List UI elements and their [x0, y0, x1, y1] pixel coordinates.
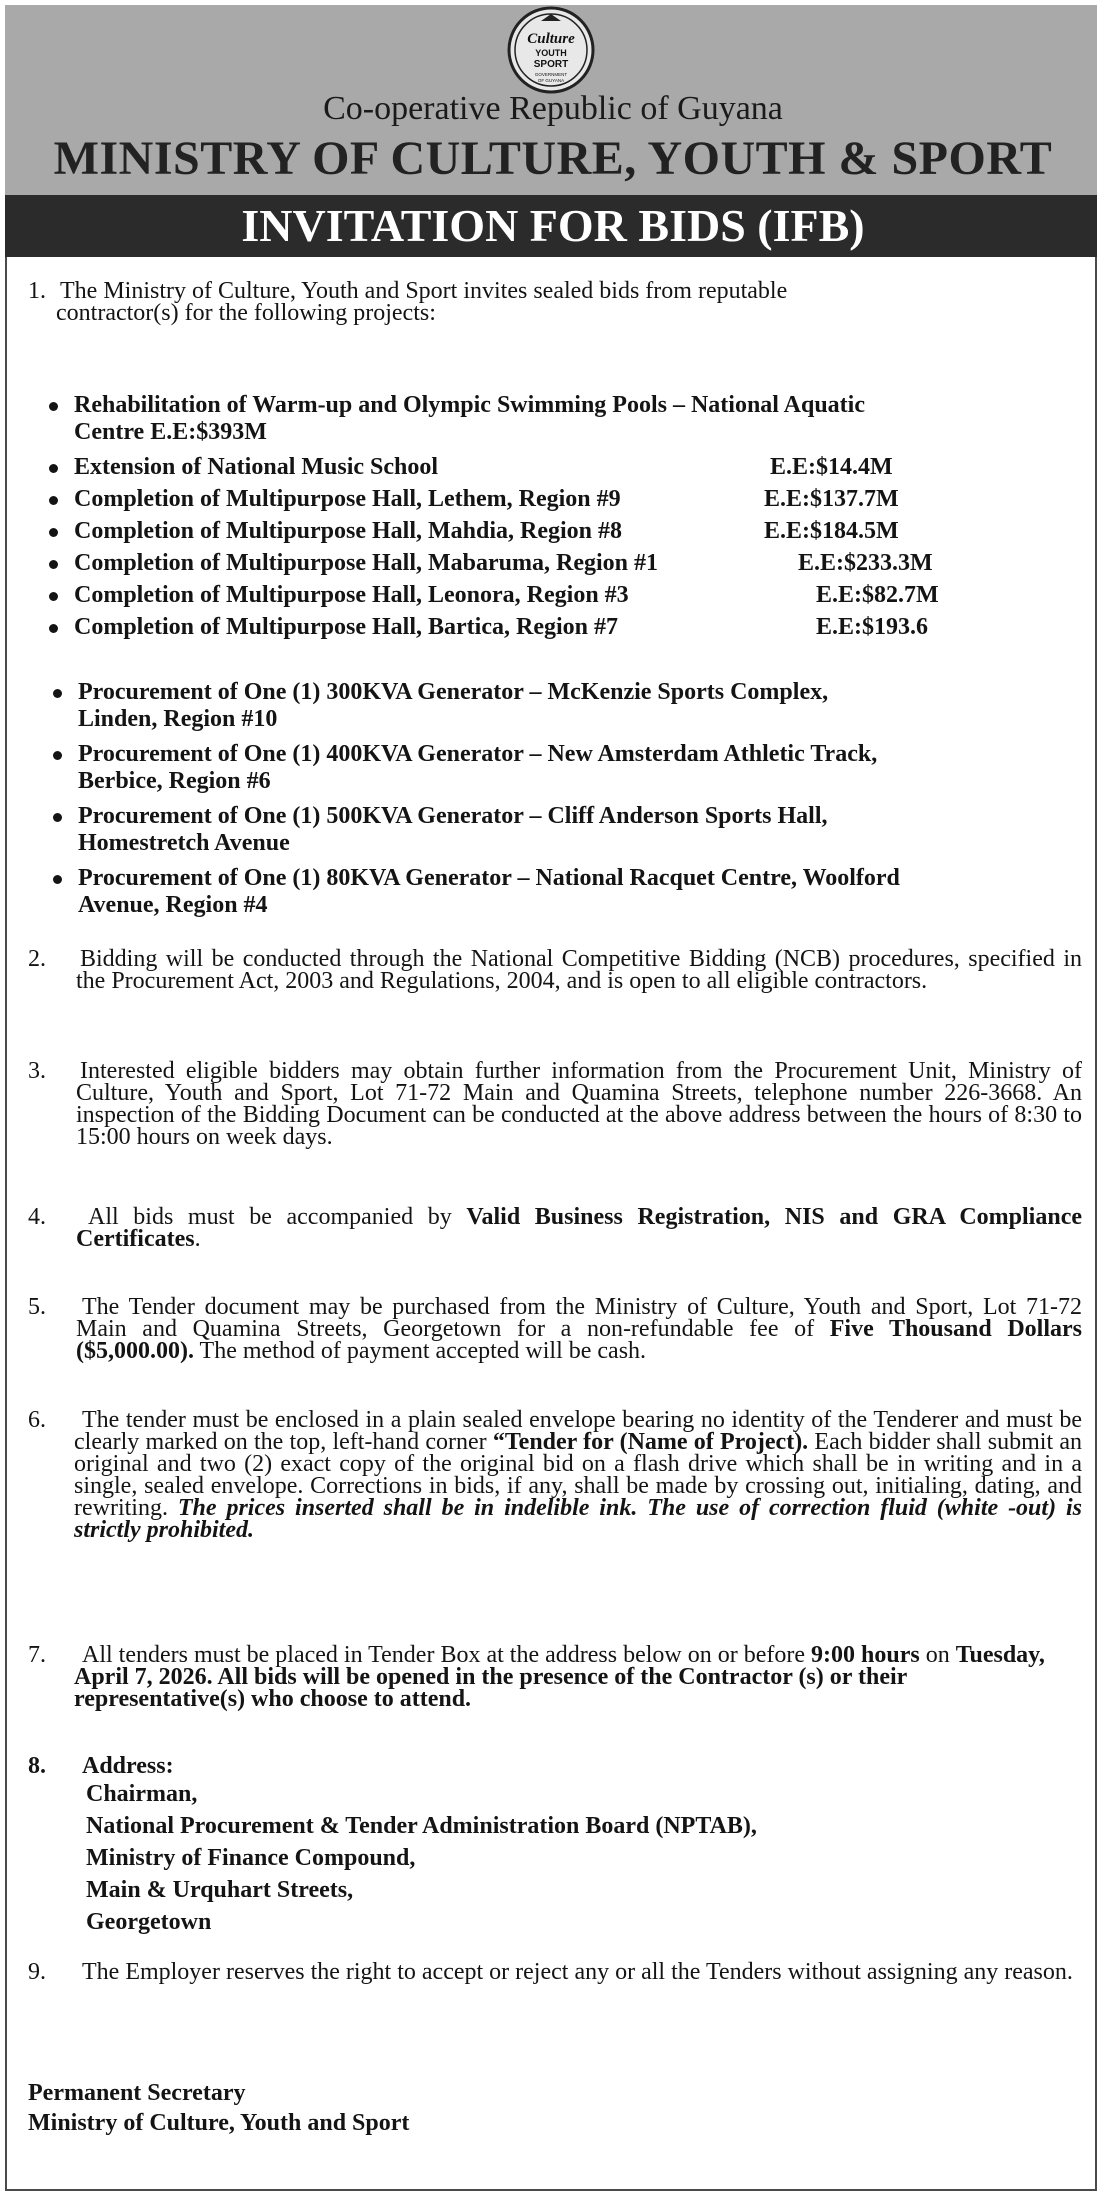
generator-line: Procurement of One (1) 300KVA Generator – McKenzie Sports Complex,: [78, 679, 829, 705]
generator-line: Linden, Region #10: [78, 706, 278, 732]
item-5-text: The Tender document may be purchased from the Ministry of Culture, Youth and Sport, Lot 71-72 Main and Quamina Streets, Georgetown for a non-refundable fee of Five Thousand Dollars ($5,000.00). The method of payment accepted will be cash.: [76, 1294, 1082, 1364]
item-3-number: 3.: [28, 1058, 46, 1084]
item-7-number: 7.: [28, 1642, 46, 1668]
item-4-number: 4.: [28, 1204, 46, 1230]
project-estimate: E.E:$82.7M: [816, 582, 939, 608]
project-estimate: E.E:$233.3M: [798, 550, 933, 576]
project-estimate: E.E:$193.6: [816, 614, 929, 640]
project-line: Centre E.E:$393M: [74, 419, 267, 445]
project-line: Completion of Multipurpose Hall, Mahdia, Region #8: [74, 518, 623, 544]
project-line: Rehabilitation of Warm-up and Olympic Swimming Pools – National Aquatic: [74, 392, 865, 418]
bullet-icon: [53, 875, 62, 884]
project-line: Completion of Multipurpose Hall, Leonora, Region #3: [74, 582, 629, 608]
item-6-number: 6.: [28, 1407, 46, 1433]
bullet-icon: [49, 496, 58, 505]
project-line: Extension of National Music School: [74, 454, 439, 480]
page-title: INVITATION FOR BIDS (IFB): [241, 200, 865, 251]
ministry-logo: [503, 5, 599, 95]
signatory-ministry: Ministry of Culture, Youth and Sport: [28, 2110, 410, 2136]
svg-text:Culture: Culture: [527, 31, 575, 47]
item-7-text: All tenders must be placed in Tender Box at the address below on or before 9:00 hours on Tuesday, April 7, 2026. All bids will be opened in the presence of the Contractor (s) or their representative(s) who choose to attend.: [74, 1642, 1045, 1712]
item-6-text: The tender must be enclosed in a plain sealed envelope bearing no identity of the Tenderer and must be clearly marked on the top, left-hand corner “Tender for (Name of Project). Each bidder shall submit an original and two (2) exact copy of the original bid on a flash drive which shall be in writing and in a single, sealed envelope. Corrections in bids, if any, shall be made by crossing out, initialing, dating, and rewriting. The prices inserted shall be in indelible ink. The use of correction fluid (white -out) is strictly prohibited.: [74, 1407, 1082, 1543]
item-1-line-1: The Ministry of Culture, Youth and Sport invites sealed bids from reputable: [60, 278, 788, 304]
generator-line: Homestretch Avenue: [78, 830, 290, 856]
project-line: Completion of Multipurpose Hall, Mabaruma, Region #1: [74, 550, 659, 576]
ministry-name: MINISTRY OF CULTURE, YOUTH & SPORT: [53, 132, 1053, 185]
svg-text:OF GUYANA: OF GUYANA: [537, 78, 565, 83]
bullet-icon: [53, 689, 62, 698]
address-line: Main & Urquhart Streets,: [86, 1877, 354, 1903]
item-9-text: The Employer reserves the right to accept or reject any or all the Tenders without assigning any reason.: [82, 1959, 1073, 1985]
project-estimate: E.E:$184.5M: [764, 518, 899, 544]
generator-line: Avenue, Region #4: [78, 892, 268, 918]
item-2-number: 2.: [28, 946, 46, 972]
bullet-icon: [49, 624, 58, 633]
item-8-number: 8.: [28, 1753, 46, 1779]
item-1-line-2: contractor(s) for the following projects:: [56, 300, 436, 326]
item-4-text: All bids must be accompanied by Valid Business Registration, NIS and GRA Compliance Certificates.: [76, 1204, 1082, 1252]
svg-text:YOUTH: YOUTH: [535, 48, 567, 58]
address-line: Ministry of Finance Compound,: [86, 1845, 416, 1871]
address-heading: Address:: [82, 1753, 174, 1779]
bullet-icon: [49, 464, 58, 473]
bullet-icon: [49, 528, 58, 537]
bullet-icon: [49, 560, 58, 569]
item-9-number: 9.: [28, 1959, 46, 1985]
item-1-number: 1.: [28, 278, 46, 304]
bullet-icon: [53, 751, 62, 760]
svg-text:GOVERNMENT: GOVERNMENT: [534, 72, 568, 77]
signatory-title: Permanent Secretary: [28, 2080, 246, 2106]
bullet-icon: [53, 813, 62, 822]
generator-line: Procurement of One (1) 80KVA Generator – National Racquet Centre, Woolford: [78, 865, 900, 891]
address-line: National Procurement & Tender Administration Board (NPTAB),: [86, 1813, 757, 1839]
generator-line: Procurement of One (1) 500KVA Generator – Cliff Anderson Sports Hall,: [78, 803, 828, 829]
address-line: Chairman,: [86, 1781, 198, 1807]
project-estimate: E.E:$14.4M: [770, 454, 893, 480]
item-5-number: 5.: [28, 1294, 46, 1320]
country-name: Co-operative Republic of Guyana: [323, 90, 783, 127]
generator-line: Berbice, Region #6: [78, 768, 271, 794]
project-line: Completion of Multipurpose Hall, Lethem, Region #9: [74, 486, 621, 512]
project-line: Completion of Multipurpose Hall, Bartica, Region #7: [74, 614, 618, 640]
generator-line: Procurement of One (1) 400KVA Generator – New Amsterdam Athletic Track,: [78, 741, 878, 767]
svg-text:SPORT: SPORT: [533, 59, 569, 70]
project-estimate: E.E:$137.7M: [764, 486, 899, 512]
address-line: Georgetown: [86, 1909, 212, 1935]
bullet-icon: [49, 592, 58, 601]
item-2-text: Bidding will be conducted through the National Competitive Bidding (NCB) procedures, specified in the Procurement Act, 2003 and Regulations, 2004, and is open to all eligible contractors.: [76, 946, 1082, 994]
item-3-text: Interested eligible bidders may obtain further information from the Procurement Unit, Ministry of Culture, Youth and Sport, Lot 71-72 Main and Quamina Streets, telephone number 226-3668. An inspection of the Bidding Document can be conducted at the above address between the hours of 8:30 to 15:00 hours on week days.: [76, 1058, 1082, 1150]
bullet-icon: [49, 402, 58, 411]
